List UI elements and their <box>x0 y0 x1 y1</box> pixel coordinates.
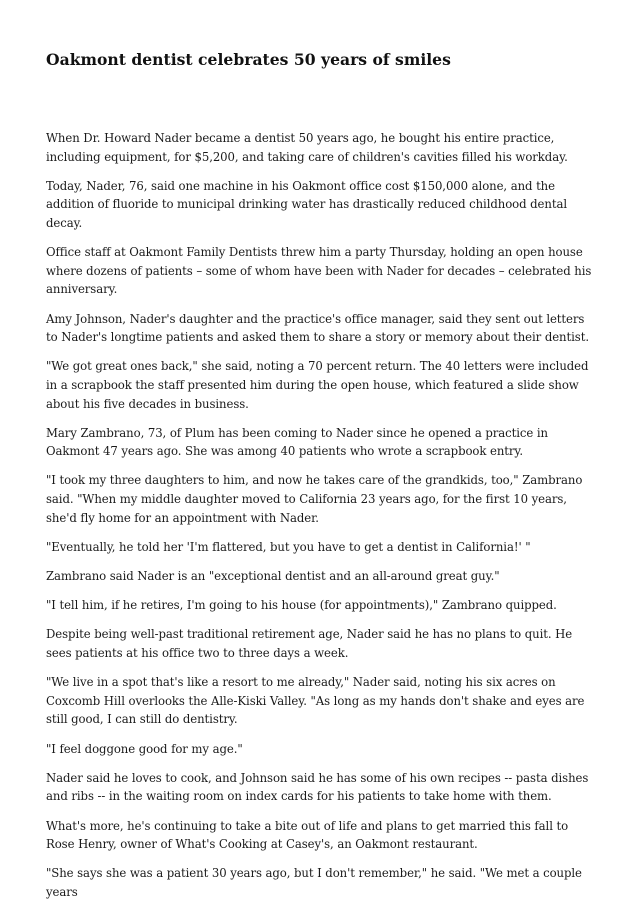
paragraph: "I tell him, if he retires, I'm going to his house (for appointments)," Zambrano quipped. <box>46 598 557 613</box>
paragraph: Today, Nader, 76, said one machine in his Oakmont office cost $150,000 alone, and the addition of fluoride to municipal drinking water has drastically reduced childhood dental decay. <box>46 178 567 230</box>
paragraph: "She says she was a patient 30 years ago, but I don't remember," he said. "We met a couple years <box>46 866 582 899</box>
article-title: Oakmont dentist celebrates 50 years of smiles <box>46 50 451 69</box>
paragraph: Nader said he loves to cook, and Johnson said he has some of his own recipes -- pasta dishes and ribs -- in the waiting room on index cards for his patients to take home with them. <box>46 770 589 804</box>
paragraph: When Dr. Howard Nader became a dentist 50 years ago, he bought his entire practice, including equipment, for $5,200, and taking care of children's cavities filled his workday. <box>46 131 568 164</box>
paragraph: Office staff at Oakmont Family Dentists threw him a party Thursday, holding an open house where dozens of patients – some of whom have been with Nader for decades – celebrated his anniversary. <box>46 245 592 297</box>
paragraph: Mary Zambrano, 73, of Plum has been coming to Nader since he opened a practice in Oakmont 47 years ago. She was among 40 patients who wrote a scrapbook entry. <box>46 425 548 459</box>
paragraph: What's more, he's continuing to take a bite out of life and plans to get married this fall to Rose Henry, owner of What's Cooking at Casey's, an Oakmont restaurant. <box>46 818 569 852</box>
paragraph: "I took my three daughters to him, and now he takes care of the grandkids, too," Zambrano said. "When my middle daughter moved to California 23 years ago, for the first 10 years, she'd fly home for an appointment with Nader. <box>46 473 583 525</box>
paragraph: Amy Johnson, Nader's daughter and the practice's office manager, said they sent out letters to Nader's longtime patients and asked them to share a story or memory about their dentist. <box>46 311 589 345</box>
paragraph: Zambrano said Nader is an "exceptional dentist and an all-around great guy." <box>46 569 500 584</box>
paragraph: "We got great ones back," she said, noting a 70 percent return. The 40 letters were included in a scrapbook the staff presented him during the open house, which featured a slide show about his five decades in business. <box>46 359 589 411</box>
paragraph: "Eventually, he told her 'I'm flattered, but you have to get a dentist in California!' " <box>46 539 531 554</box>
paragraph: "I feel doggone good for my age." <box>46 741 243 756</box>
article-body <box>46 129 594 912</box>
paragraph: "We live in a spot that's like a resort to me already," Nader said, noting his six acres on Coxcomb Hill overlooks the Alle-Kiski Valley. "As long as my hands don't shake and eyes are still good, I can still do dentistry. <box>46 675 585 727</box>
paragraph: Despite being well-past traditional retirement age, Nader said he has no plans to quit. He sees patients at his office two to three days a week. <box>46 627 573 660</box>
